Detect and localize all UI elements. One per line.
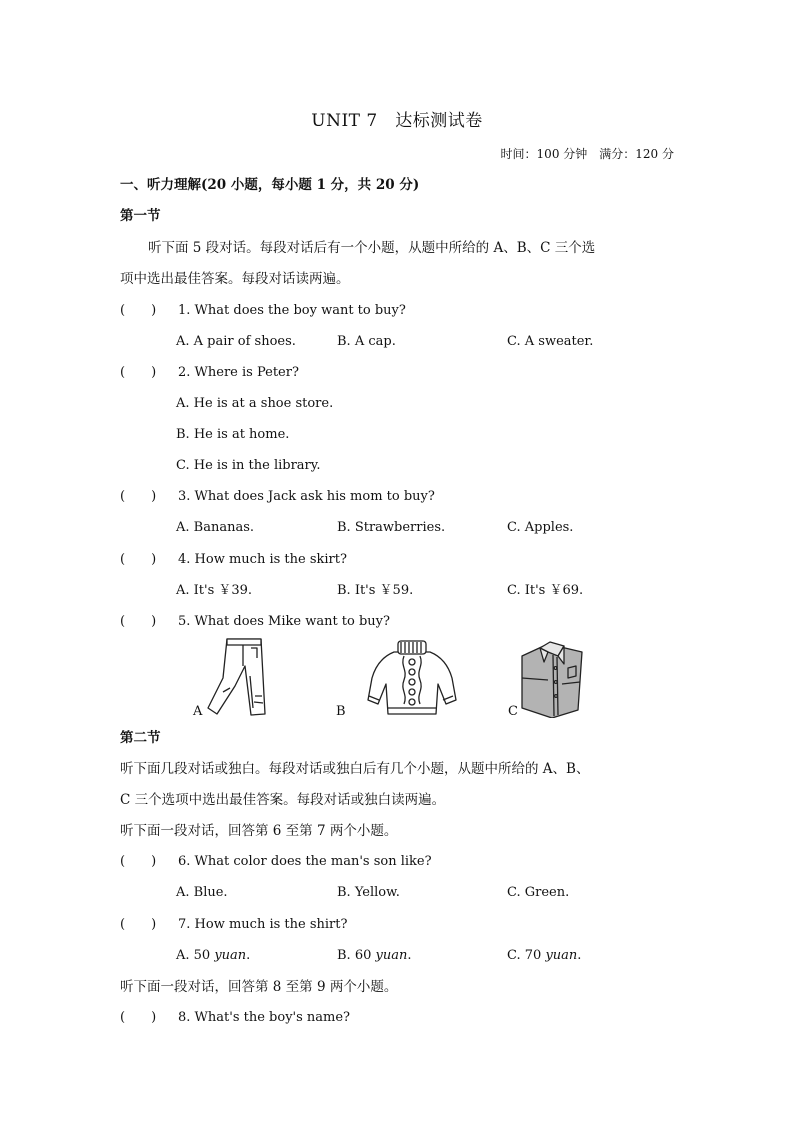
question-text: 2. Where is Peter? — [178, 365, 299, 380]
option-b: B. Yellow. — [337, 885, 400, 900]
option-a: A. 50 yuan. — [176, 948, 251, 963]
option-b: B. A cap. — [337, 334, 396, 349]
shirt-icon — [518, 638, 586, 718]
dialog-instruction-6-7: 听下面一段对话，回答第 6 至第 7 两个小题。 — [120, 823, 398, 839]
picture-label-c: C — [508, 704, 518, 719]
answer-blank[interactable]: ( ) — [120, 552, 157, 567]
answer-blank[interactable]: ( ) — [120, 303, 157, 318]
option-c: C. 70 yuan. — [507, 948, 582, 963]
question-8 — [120, 1008, 350, 1028]
section1-title: 第一节 — [120, 208, 161, 224]
question-2 — [120, 363, 299, 383]
question-text: 4. How much is the skirt? — [178, 552, 347, 567]
option-b: B. Strawberries. — [337, 520, 446, 535]
pants-icon — [205, 636, 271, 718]
question-text: 7. How much is the shirt? — [178, 917, 348, 932]
section2-title: 第二节 — [120, 730, 161, 746]
section2-instruction-line2: C 三个选项中选出最佳答案。每段对话或独白读两遍。 — [120, 792, 446, 808]
option-b: B. It's ￥59. — [337, 583, 414, 598]
dialog-instruction-8-9: 听下面一段对话，回答第 8 至第 9 两个小题。 — [120, 979, 398, 995]
question-text: 3. What does Jack ask his mom to buy? — [178, 489, 435, 504]
option-a: A. It's ￥39. — [176, 583, 253, 598]
option-c: C. He is in the library. — [176, 458, 321, 473]
sweater-icon — [364, 638, 460, 718]
answer-blank[interactable]: ( ) — [120, 917, 157, 932]
option-a: A. Bananas. — [176, 520, 255, 535]
option-b: B. He is at home. — [176, 427, 290, 442]
question-6 — [120, 852, 432, 872]
question-text: 6. What color does the man's son like? — [178, 854, 432, 869]
section1-instruction-line2: 项中选出最佳答案。每段对话读两遍。 — [120, 271, 350, 287]
answer-blank[interactable]: ( ) — [120, 1010, 157, 1025]
question-text: 8. What's the boy's name? — [178, 1010, 351, 1025]
section1-instruction-line1: 听下面 5 段对话。每段对话后有一个小题，从题中所给的 A、B、C 三个选 — [148, 240, 596, 256]
page-title: UNIT 7 达标测试卷 — [311, 111, 483, 131]
section2-instruction-line1: 听下面几段对话或独白。每段对话或独白后有几个小题，从题中所给的 A、B、 — [120, 761, 590, 777]
picture-label-b: B — [336, 704, 346, 719]
option-c: C. Apples. — [507, 520, 574, 535]
option-c: C. Green. — [507, 885, 570, 900]
question-text: 1. What does the boy want to buy? — [178, 303, 406, 318]
time-score-info: 时间：100 分钟 满分：120 分 — [500, 147, 674, 161]
picture-label-a: A — [193, 704, 203, 719]
option-a: A. A pair of shoes. — [176, 334, 296, 349]
question-text: 5. What does Mike want to buy? — [178, 614, 390, 629]
part1-heading: 一、听力理解(20 小题，每小题 1 分，共 20 分) — [120, 177, 420, 193]
answer-blank[interactable]: ( ) — [120, 614, 157, 629]
question-1 — [120, 301, 406, 321]
answer-blank[interactable]: ( ) — [120, 489, 157, 504]
option-a: A. He is at a shoe store. — [176, 396, 334, 411]
option-a: A. Blue. — [176, 885, 228, 900]
question-3 — [120, 487, 435, 507]
option-c: C. A sweater. — [507, 334, 594, 349]
option-b: B. 60 yuan. — [337, 948, 412, 963]
question-5 — [120, 612, 390, 632]
answer-blank[interactable]: ( ) — [120, 365, 157, 380]
question-7 — [120, 915, 347, 935]
option-c: C. It's ￥69. — [507, 583, 584, 598]
question-4 — [120, 550, 347, 570]
answer-blank[interactable]: ( ) — [120, 854, 157, 869]
